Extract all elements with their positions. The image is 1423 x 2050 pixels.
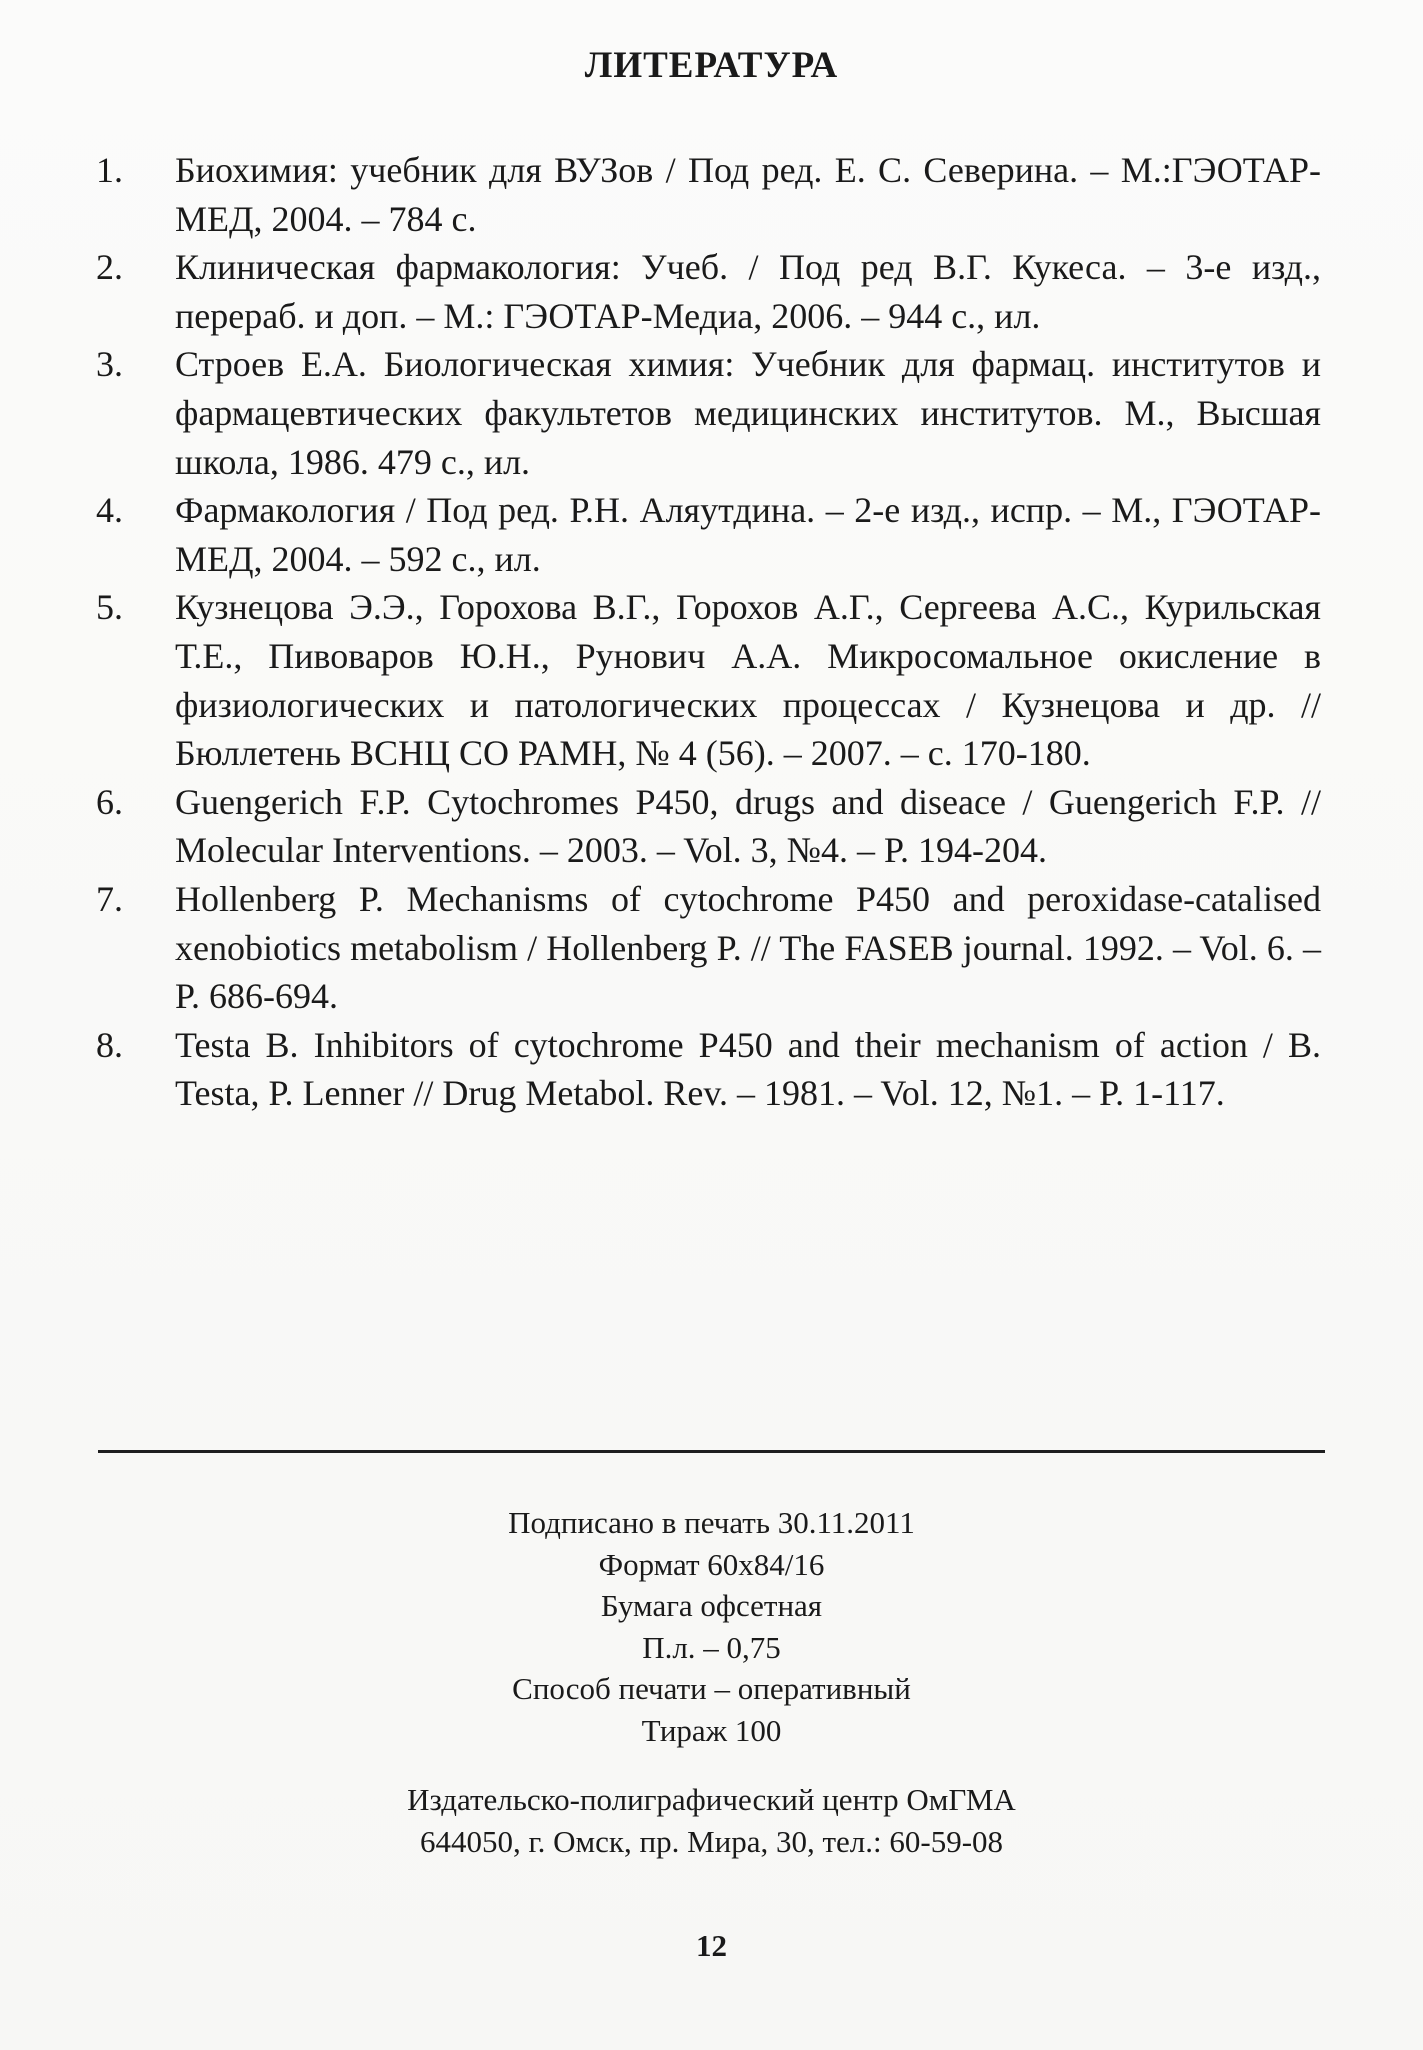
imprint-sheets: П.л. – 0,75 bbox=[642, 1629, 781, 1665]
reference-item bbox=[96, 778, 1321, 875]
imprint-print-run: Тираж 100 bbox=[641, 1712, 782, 1748]
reference-number: 1. bbox=[96, 150, 123, 190]
reference-list bbox=[96, 146, 1321, 1118]
reference-number: 5. bbox=[96, 587, 123, 628]
reference-text: Фармакология / Под ред. Р.Н. Аляутдина. – 2-е изд., испр. – М., ГЭОТАР-МЕД, 2004. – 592 с., ил. bbox=[175, 490, 1321, 579]
reference-item bbox=[96, 146, 1321, 243]
reference-item bbox=[96, 243, 1321, 340]
reference-text: Строев Е.А. Биологическая химия: Учебник для фармац. институтов и фармацевтических факультетов медицинских институтов. М., Высшая школа, 1986. 479 с., ил. bbox=[175, 344, 1321, 482]
reference-item bbox=[96, 486, 1321, 583]
reference-text: Hollenberg P. Mechanisms of cytochrome P450 and peroxidase-catalised xenobiotics metabolism / Hollenberg P. // The FASEB journal. 1992. – Vol. 6. – P. 686-694. bbox=[175, 878, 1321, 1017]
reference-text: Биохимия: учебник для ВУЗов / Под ред. Е. С. Северина. – М.:ГЭОТАР-МЕД, 2004. – 784 с. bbox=[175, 150, 1321, 239]
reference-number: 7. bbox=[96, 878, 123, 919]
reference-text: Кузнецова Э.Э., Горохова В.Г., Горохов А.Г., Сергеева А.С., Курильская Т.Е., Пивоваров Ю.Н., Рунович А.А. Микросомальное окисление в физиологических и патологических процессах / Кузнецова и др. // Бюллетень ВСНЦ СО РАМН, № 4 (56). – 2007. – с. 170-180. bbox=[175, 587, 1321, 774]
reference-text: Testa B. Inhibitors of cytochrome P450 and their mechanism of action / B. Testa, P. Lenner // Drug Metabol. Rev. – 1981. – Vol. 12, №1. – P. 1-117. bbox=[175, 1024, 1321, 1114]
page-title: ЛИТЕРАТУРА bbox=[584, 45, 839, 86]
reference-item bbox=[96, 583, 1321, 777]
reference-number: 2. bbox=[96, 247, 123, 288]
reference-text: Клиническая фармакология: Учеб. / Под ред В.Г. Кукеса. – 3-е изд., перераб. и доп. – М.: ГЭОТАР-Медиа, 2006. – 944 с., ил. bbox=[175, 247, 1321, 336]
horizontal-divider bbox=[98, 1450, 1325, 1453]
imprint-format: Формат 60x84/16 bbox=[598, 1546, 825, 1582]
imprint-signed-date: Подписано в печать 30.11.2011 bbox=[508, 1505, 915, 1540]
reference-item bbox=[96, 340, 1321, 486]
reference-item bbox=[96, 875, 1321, 1021]
reference-number: 6. bbox=[96, 781, 123, 822]
imprint-address: 644050, г. Омск, пр. Мира, 30, тел.: 60-59-08 bbox=[419, 1823, 1004, 1859]
reference-number: 3. bbox=[96, 344, 123, 385]
imprint-spacer bbox=[0, 1751, 1423, 1779]
reference-number: 8. bbox=[96, 1024, 123, 1065]
imprint-block bbox=[0, 1502, 1423, 1862]
reference-text: Guengerich F.P. Cytochromes P450, drugs and diseace / Guengerich F.P. // Molecular Interventions. – 2003. – Vol. 3, №4. – P. 194-204. bbox=[175, 781, 1321, 871]
reference-number: 4. bbox=[96, 490, 123, 531]
imprint-print-method: Способ печати – оперативный bbox=[512, 1671, 911, 1706]
reference-item bbox=[96, 1021, 1321, 1118]
page-number: 12 bbox=[696, 1928, 727, 1963]
imprint-publisher: Издательско-полиграфический центр ОмГМА bbox=[407, 1782, 1016, 1817]
imprint-paper: Бумага офсетная bbox=[600, 1588, 823, 1623]
